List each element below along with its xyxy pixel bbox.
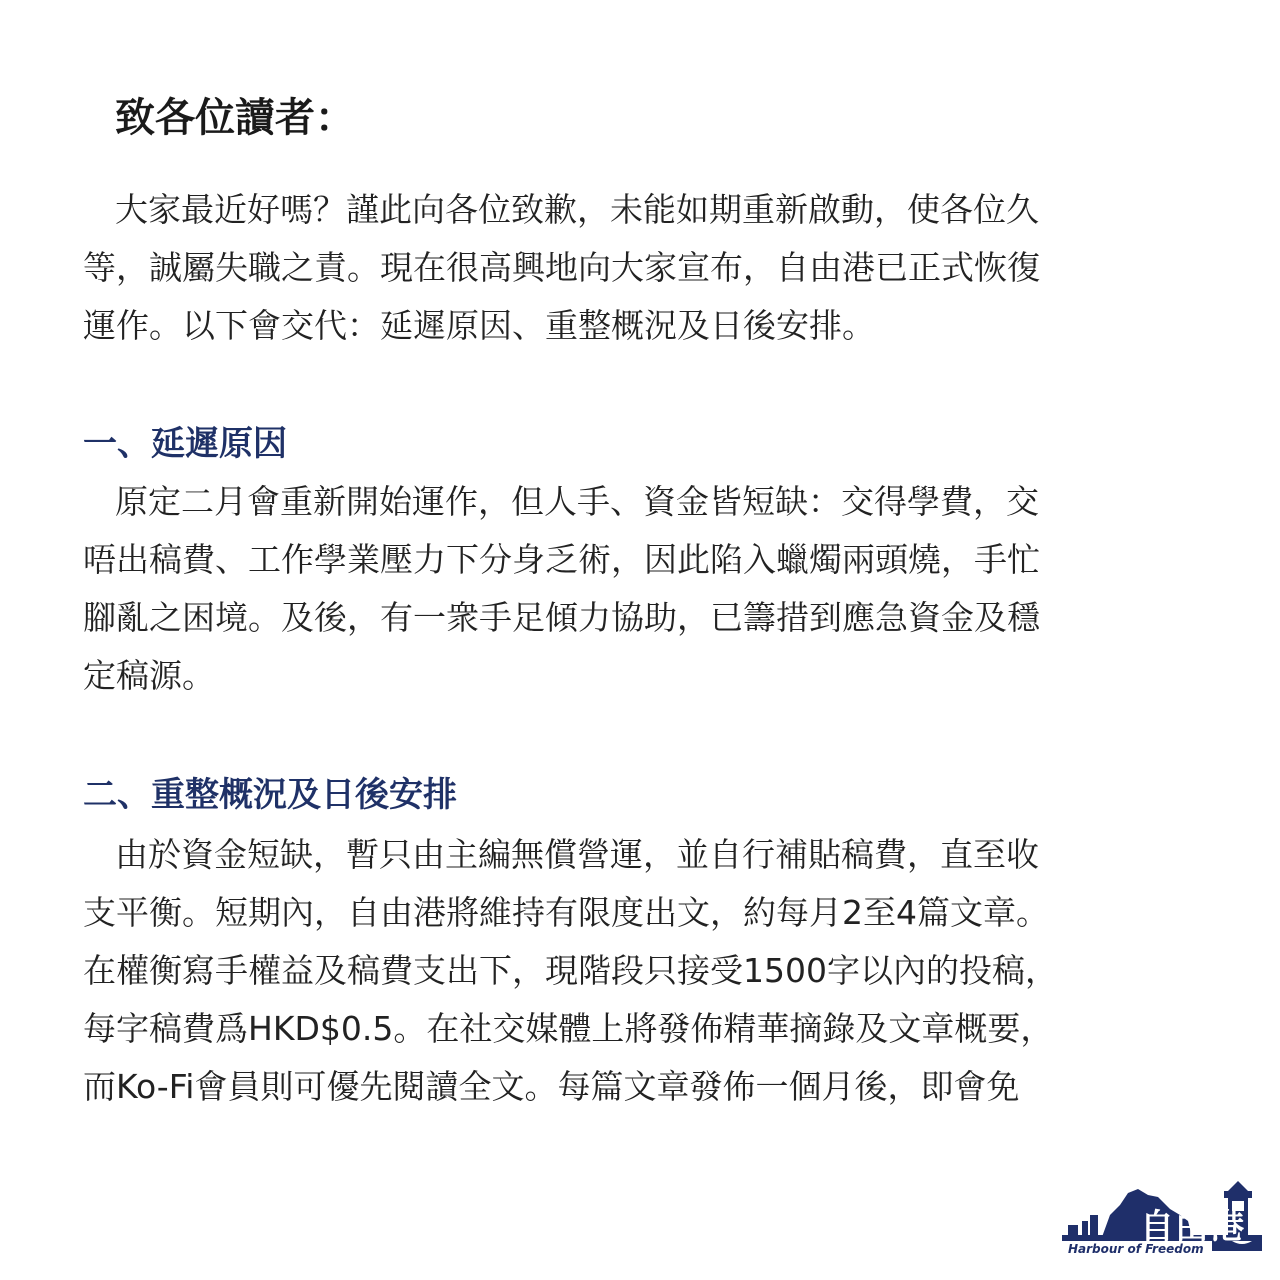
text-line: 大家最近好嗎？謹此向各位致歉，未能如期重新啟動，使各位久	[115, 190, 1039, 229]
text-line: 腳亂之困境。及後，有一衆手足傾力協助，已籌措到應急資金及穩	[83, 598, 1040, 637]
logo-english-name: Harbour of Freedom	[1068, 1242, 1204, 1256]
text-line: 定稿源。	[83, 656, 215, 695]
section-paragraph-restructuring	[83, 826, 1233, 1116]
section-heading-restructuring: 二、重整概況及日後安排	[83, 775, 457, 815]
text-line: 唔出稿費、工作學業壓力下分身乏術，因此陷入蠟燭兩頭燒，手忙	[83, 540, 1040, 579]
text-line: 在權衡寫手權益及稿費支出下，現階段只接受1500字以內的投稿，	[83, 951, 1058, 990]
text-line: 原定二月會重新開始運作，但人手、資金皆短缺：交得學費，交	[115, 482, 1039, 521]
text-line: 支平衡。短期內，自由港將維持有限度出文，約每月2至4篇文章。	[83, 893, 1049, 932]
page-title: 致各位讀者：	[115, 95, 355, 141]
text-line: 等，誠屬失職之責。現在很高興地向大家宣布，自由港已正式恢復	[83, 248, 1040, 287]
logo-chinese-name: 自由港	[1140, 1207, 1245, 1247]
text-line: 由於資金短缺，暫只由主編無償營運，並自行補貼稿費，直至收	[115, 835, 1039, 874]
harbour-of-freedom-logo	[1062, 1175, 1262, 1265]
intro-paragraph	[83, 181, 1233, 355]
text-line: 而Ko-Fi會員則可優先閱讀全文。每篇文章發佈一個月後，即會免	[83, 1067, 1020, 1106]
text-line: 每字稿費爲HKD$0.5。在社交媒體上將發佈精華摘錄及文章概要，	[83, 1009, 1054, 1048]
text-line: 運作。以下會交代：延遲原因、重整概況及日後安排。	[83, 306, 875, 345]
section-heading-delay-reasons: 一、延遲原因	[83, 424, 287, 464]
section-paragraph-delay-reasons	[83, 473, 1233, 705]
